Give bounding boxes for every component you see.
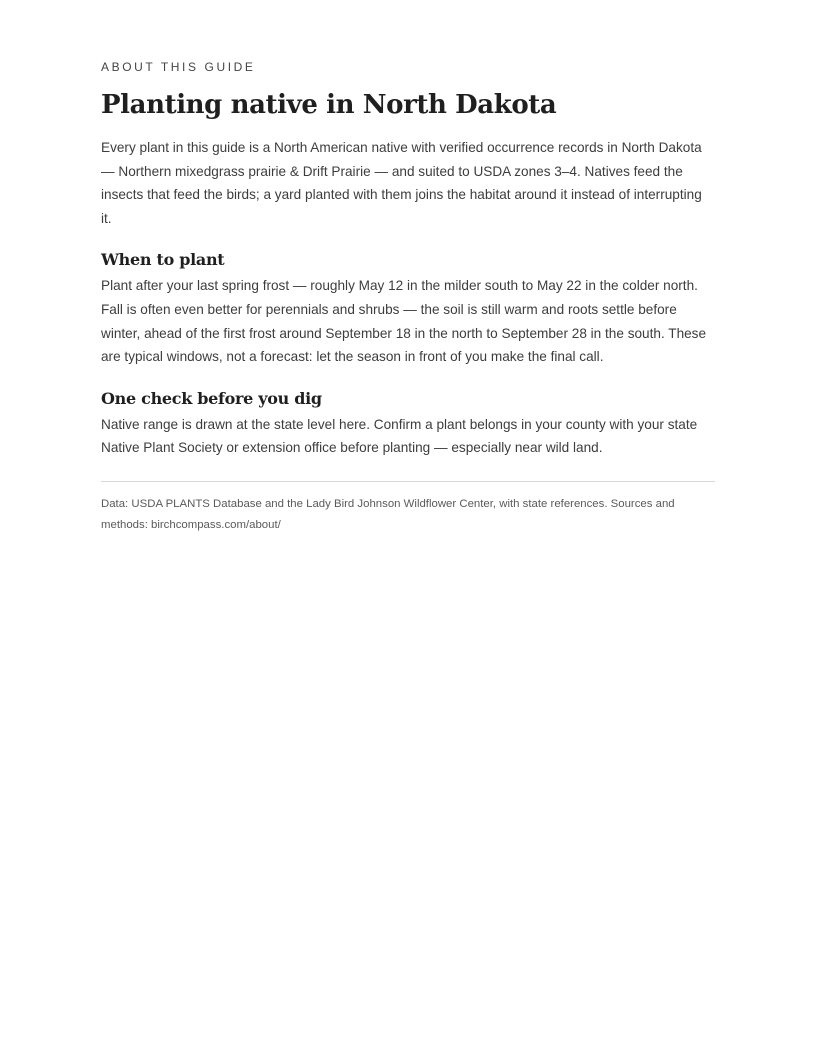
when-to-plant-section: [101, 249, 715, 368]
page-title: Planting native in North Dakota: [101, 90, 557, 120]
when-to-plant-heading: When to plant: [101, 250, 225, 270]
section-eyebrow: ABOUT THIS GUIDE: [101, 60, 256, 74]
when-to-plant-paragraph: Plant after your last spring frost — roughly May 12 in the milder south to May 22 in the colder north. Fall is often even better for perennials and shrubs — the soil is still warm and roots settle before winter, ahead of the first frost around September 18 in the north to September 28 in the south. These are typical windows, not a forecast: let the season in front of you make the final call.: [101, 278, 707, 365]
check-before-dig-paragraph: Native range is drawn at the state level here. Confirm a plant belongs in your county with your state Native Plant Society or extension office before planting — especially near wild land.: [101, 416, 698, 456]
sources-note: Data: USDA PLANTS Database and the Lady Bird Johnson Wildflower Center, with state references. Sources and methods: birchcompass.com/about/: [101, 497, 675, 531]
footer-divider: [101, 481, 715, 482]
check-before-dig-heading: One check before you dig: [101, 388, 322, 408]
intro-paragraph: Every plant in this guide is a North American native with verified occurrence records in North Dakota — Northern mixedgrass prairie & Drift Prairie — and suited to USDA zones 3–4. Natives feed the insects that feed the birds; a yard planted with them joins the habitat around it instead of interrupting it.: [101, 140, 702, 226]
guide-page: [101, 58, 715, 536]
check-before-dig-section: [101, 388, 715, 460]
